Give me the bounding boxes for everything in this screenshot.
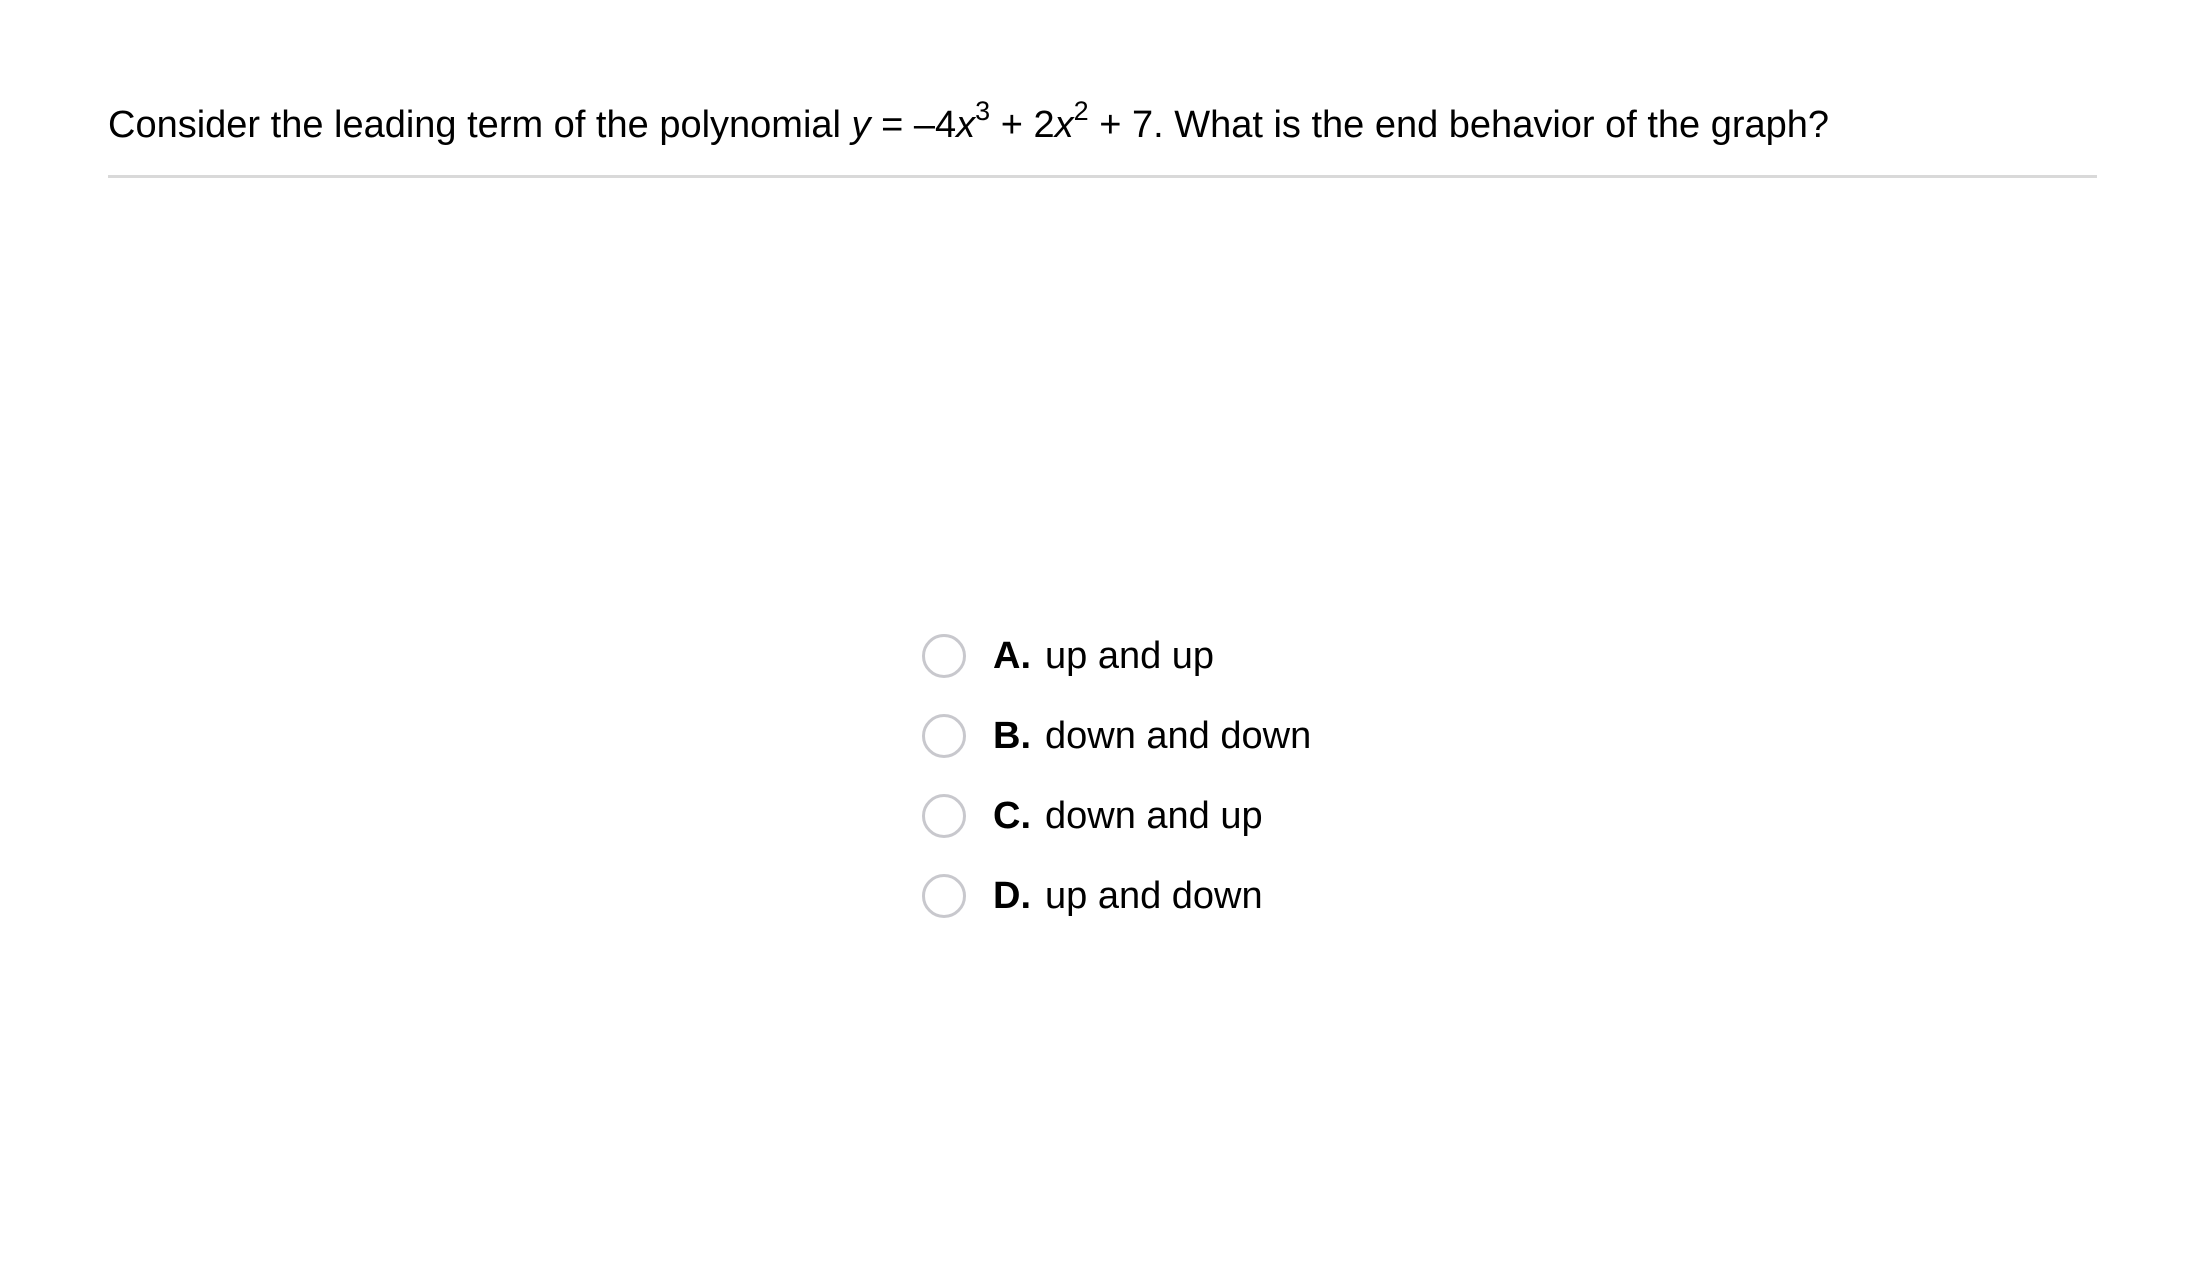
radio-button-a[interactable] xyxy=(922,634,966,678)
option-letter-b: B. xyxy=(993,714,1031,757)
equation-var-x1: x xyxy=(956,104,976,146)
question-suffix: What is the end behavior of the graph? xyxy=(1163,104,1830,146)
radio-button-b[interactable] xyxy=(922,714,966,758)
radio-button-c[interactable] xyxy=(922,794,966,838)
option-letter-c: C. xyxy=(993,794,1031,837)
equation-equals: = xyxy=(870,104,914,146)
question-divider xyxy=(108,175,2097,178)
option-label-c: down and up xyxy=(1045,794,1263,837)
equation-coefficient-2: + 2 xyxy=(990,104,1055,146)
equation-var-x2: x xyxy=(1054,104,1074,146)
answer-options xyxy=(922,616,1311,936)
option-letter-a: A. xyxy=(993,634,1031,677)
equation-exponent-3: 3 xyxy=(975,96,991,127)
option-row-d[interactable] xyxy=(922,856,1311,936)
option-row-c[interactable] xyxy=(922,776,1311,856)
radio-button-d[interactable] xyxy=(922,874,966,918)
option-row-a[interactable] xyxy=(922,616,1311,696)
option-row-b[interactable] xyxy=(922,696,1311,776)
equation-exponent-2: 2 xyxy=(1073,96,1089,127)
option-label-d: up and down xyxy=(1045,874,1263,917)
equation-constant: + 7. xyxy=(1088,104,1164,146)
option-label-b: down and down xyxy=(1045,714,1312,757)
question-text xyxy=(108,96,1830,149)
equation-var-y: y xyxy=(851,104,871,146)
option-letter-d: D. xyxy=(993,874,1031,917)
option-label-a: up and up xyxy=(1045,634,1215,677)
question-prefix: Consider the leading term of the polynomial xyxy=(108,104,852,146)
equation-coefficient-1: –4 xyxy=(913,104,957,146)
